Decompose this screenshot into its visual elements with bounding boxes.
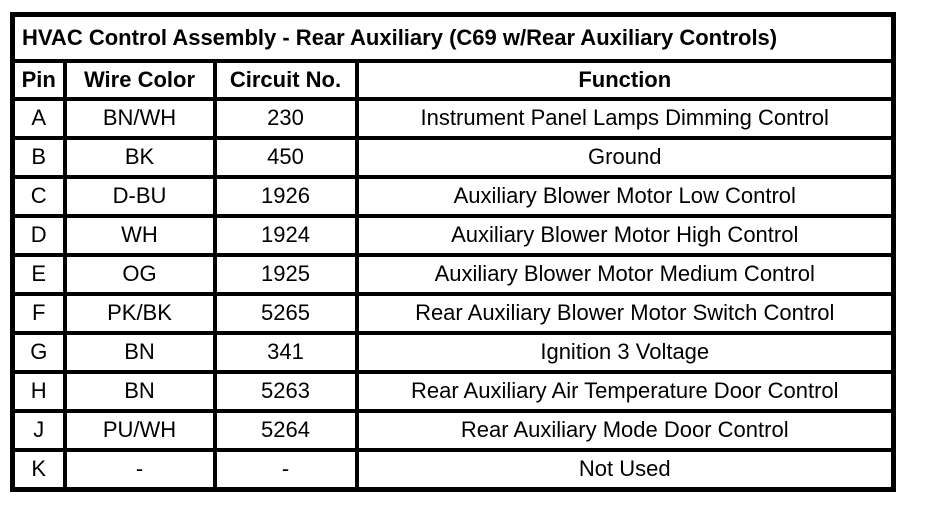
wire-color-cell: D-BU — [65, 177, 215, 216]
table-title-row — [13, 15, 894, 62]
pin-cell: E — [13, 255, 65, 294]
column-header-wire-color: Wire Color — [65, 61, 215, 99]
wire-color-cell: - — [65, 450, 215, 490]
function-cell: Auxiliary Blower Motor Medium Control — [357, 255, 894, 294]
circuit-no-cell: 230 — [215, 99, 357, 138]
table-row-j — [13, 411, 894, 450]
circuit-no-cell: - — [215, 450, 357, 490]
table-row-k — [13, 450, 894, 490]
circuit-no-cell: 5263 — [215, 372, 357, 411]
circuit-no-cell: 1926 — [215, 177, 357, 216]
table-row-e — [13, 255, 894, 294]
circuit-no-cell: 5264 — [215, 411, 357, 450]
wire-color-cell: BN/WH — [65, 99, 215, 138]
wire-color-cell: BN — [65, 372, 215, 411]
pin-cell: G — [13, 333, 65, 372]
hvac-pinout-table — [10, 12, 896, 492]
function-cell: Rear Auxiliary Air Temperature Door Control — [357, 372, 894, 411]
table-row-a — [13, 99, 894, 138]
column-header-pin: Pin — [13, 61, 65, 99]
circuit-no-cell: 5265 — [215, 294, 357, 333]
wire-color-cell: OG — [65, 255, 215, 294]
pin-cell: K — [13, 450, 65, 490]
wire-color-cell: PU/WH — [65, 411, 215, 450]
column-header-function: Function — [357, 61, 894, 99]
circuit-no-cell: 341 — [215, 333, 357, 372]
pin-cell: A — [13, 99, 65, 138]
function-cell: Ignition 3 Voltage — [357, 333, 894, 372]
pin-cell: H — [13, 372, 65, 411]
table-row-c — [13, 177, 894, 216]
function-cell: Instrument Panel Lamps Dimming Control — [357, 99, 894, 138]
circuit-no-cell: 450 — [215, 138, 357, 177]
wire-color-cell: BK — [65, 138, 215, 177]
wire-color-cell: BN — [65, 333, 215, 372]
pin-cell: C — [13, 177, 65, 216]
pin-cell: J — [13, 411, 65, 450]
function-cell: Rear Auxiliary Blower Motor Switch Control — [357, 294, 894, 333]
table-header-row — [13, 61, 894, 99]
function-cell: Rear Auxiliary Mode Door Control — [357, 411, 894, 450]
pin-cell: B — [13, 138, 65, 177]
table-row-h — [13, 372, 894, 411]
function-cell: Auxiliary Blower Motor Low Control — [357, 177, 894, 216]
function-cell: Not Used — [357, 450, 894, 490]
column-header-circuit-no: Circuit No. — [215, 61, 357, 99]
function-cell: Auxiliary Blower Motor High Control — [357, 216, 894, 255]
wire-color-cell: PK/BK — [65, 294, 215, 333]
circuit-no-cell: 1924 — [215, 216, 357, 255]
table-row-b — [13, 138, 894, 177]
pin-cell: D — [13, 216, 65, 255]
table-row-g — [13, 333, 894, 372]
wire-color-cell: WH — [65, 216, 215, 255]
circuit-no-cell: 1925 — [215, 255, 357, 294]
table-row-f — [13, 294, 894, 333]
function-cell: Ground — [357, 138, 894, 177]
pin-cell: F — [13, 294, 65, 333]
table-title: HVAC Control Assembly - Rear Auxiliary (C69 w/Rear Auxiliary Controls) — [13, 15, 894, 62]
table-row-d — [13, 216, 894, 255]
